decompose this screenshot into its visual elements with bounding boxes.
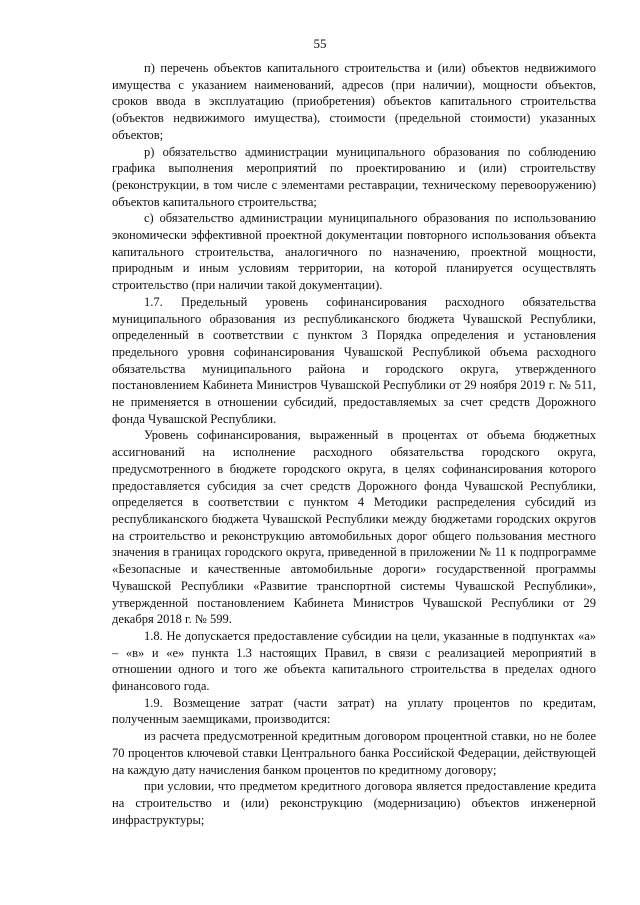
paragraph-interest-rate: из расчета предусмотренной кредитным договором процентной ставки, но не более 70 процентов ключевой ставки Центрального банка Российской Федерации, действующей на каждую дату начисления банком процентов по кредитному договору; <box>112 729 596 777</box>
paragraph-1-8: 1.8. Не допускается предоставление субсидии на цели, указанные в подпунктах «а» – «в» и «е» пункта 1.3 настоящих Правил, в связи с реализацией мероприятий в отношении одного и того же объекта капитального строительства в пределах одного финансового года. <box>112 628 596 694</box>
paragraph-credit-condition: при условии, что предметом кредитного договора является предоставление кредита на строительство и (или) реконструкцию (модернизацию) объектов инженерной инфраструктуры; <box>112 779 596 827</box>
document-body <box>112 60 596 828</box>
paragraph-s: с) обязательство администрации муниципального образования по использованию экономически эффективной проектной документации повторного использования объекта капитального строительства, аналогичного по назначению, проектной мощности, природным и иным условиям территории, на которой планируется осуществлять строительство (при наличии такой документации). <box>112 211 596 293</box>
paragraph-p: п) перечень объектов капитального строительства и (или) объектов недвижимого имущества с указанием наименований, адресов (при наличии), мощности объектов, сроков ввода в эксплуатацию (приобретения) объектов капитального строительства (объектов недвижимого имущества), стоимости (предельной стоимости) указанных объектов; <box>112 61 596 142</box>
paragraph-1-7: 1.7. Предельный уровень софинансирования расходного обязательства муниципального образования из республиканского бюджета Чувашской Республики, определенный в соответствии с пунктом 3 Порядка определения и установления предельного уровня софинансирования Чувашской Республикой объема расходного обязательства муниципального района и городского округа, утвержденного постановлением Кабинета Министров Чувашской Республики от 29 ноября 2019 г. № 511, не применяется в отношении субсидий, предоставляемых за счет средств Дорожного фонда Чувашской Республики. <box>112 294 596 426</box>
paragraph-1-9: 1.9. Возмещение затрат (части затрат) на уплату процентов по кредитам, полученным заемщиками, производится: <box>112 695 596 727</box>
paragraph-cofinancing-level: Уровень софинансирования, выраженный в процентах от объема бюджетных ассигнований на исполнение расходного обязательства городского округа, предусмотренного в бюджете городского округа, в целях софинансирования которого предоставляется субсидия за счет средств Дорожного фонда Чувашской Республики, определяется в соответствии с пунктом 4 Методики распределения субсидий из республиканского бюджета Чувашской Республики между бюджетами городских округов на строительство и реконструкцию автомобильных дорог общего пользования местного значения в границах городского округа, приведенной в приложении № 11 к подпрограмме «Безопасные и качественные автомобильные дороги» государственной программы Чувашской Республики «Развитие транспортной системы Чувашской Республики», утвержденной постановлением Кабинета Министров Чувашской Республики от 29 декабря 2018 г. № 599. <box>112 428 596 627</box>
paragraph-r: р) обязательство администрации муниципального образования по соблюдению графика выполнения мероприятий по проектированию и (или) строительству (реконструкции, в том числе с элементами реставрации, техническому перевооружению) объектов капитального строительства; <box>112 144 596 209</box>
page-number: 55 <box>313 36 327 51</box>
